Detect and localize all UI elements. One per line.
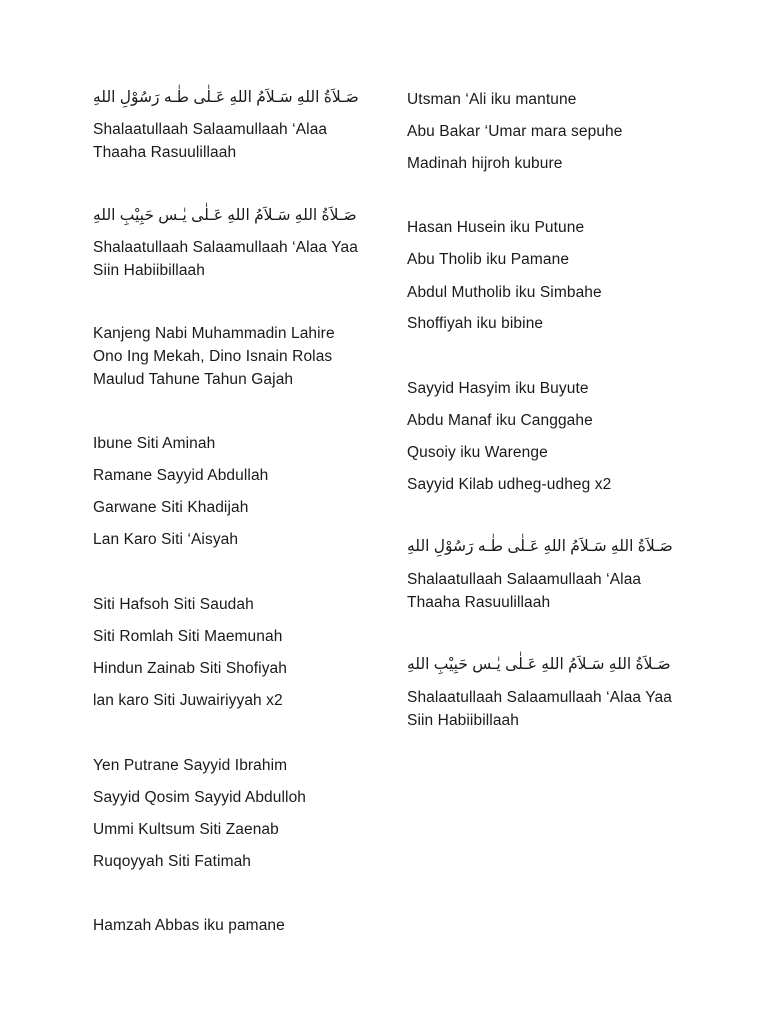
arabic-line: صَـلاَةُ اللهِ سَـلاَمُ اللهِ عَـلٰى يٰـس حَبِيْبِ اللهِ: [407, 656, 671, 673]
verse-line: Sayyid Hasyim iku Buyute: [407, 380, 589, 397]
verse-line: Hindun Zainab Siti Shofiyah: [93, 660, 287, 677]
transliteration-line: Siin Habiibillaah: [93, 262, 205, 279]
verse-line: Yen Putrane Sayyid Ibrahim: [93, 757, 288, 774]
arabic-line: صَـلاَةُ اللهِ سَـلاَمُ اللهِ عَـلٰى طٰـه رَسُوْلِ اللهِ: [407, 538, 673, 555]
verse-line: Qusoiy iku Warenge: [407, 444, 548, 461]
transliteration-line: Shalaatullaah Salaamullaah ‘Alaa Yaa: [407, 689, 672, 706]
verse-line: Hasan Husein iku Putune: [407, 219, 585, 236]
verse-line: Hamzah Abbas iku pamane: [93, 917, 285, 934]
verse-line: Shoffiyah iku bibine: [407, 315, 544, 332]
transliteration-line: Thaaha Rasuulillaah: [93, 144, 237, 161]
verse-line: Abu Bakar ‘Umar mara sepuhe: [407, 123, 623, 140]
verse-line: Maulud Tahune Tahun Gajah: [93, 371, 294, 388]
verse-line: Ummi Kultsum Siti Zaenab: [93, 821, 279, 838]
verse-line: Lan Karo Siti ‘Aisyah: [93, 531, 239, 548]
transliteration-line: Shalaatullaah Salaamullaah ‘Alaa Yaa: [93, 239, 358, 256]
verse-line: Kanjeng Nabi Muhammadin Lahire: [93, 325, 335, 342]
verse-line: Garwane Siti Khadijah: [93, 499, 249, 516]
verse-line: Ibune Siti Aminah: [93, 435, 216, 452]
verse-line: Ramane Sayyid Abdullah: [93, 467, 269, 484]
arabic-line: صَـلاَةُ اللهِ سَـلاَمُ اللهِ عَـلٰى طٰـه رَسُوْلِ اللهِ: [93, 89, 359, 106]
transliteration-line: Siin Habiibillaah: [407, 712, 519, 729]
verse-line: Siti Hafsoh Siti Saudah: [93, 596, 254, 613]
verse-line: Madinah hijroh kubure: [407, 155, 563, 172]
verse-line: Ono Ing Mekah, Dino Isnain Rolas: [93, 348, 333, 365]
verse-line: Ruqoyyah Siti Fatimah: [93, 853, 252, 870]
transliteration-line: Shalaatullaah Salaamullaah ‘Alaa: [407, 571, 642, 588]
verse-line: Sayyid Kilab udheg-udheg x2: [407, 476, 612, 493]
verse-line: Abdul Mutholib iku Simbahe: [407, 284, 602, 301]
verse-line: Siti Romlah Siti Maemunah: [93, 628, 283, 645]
verse-line: Sayyid Qosim Sayyid Abdulloh: [93, 789, 307, 806]
verse-line: lan karo Siti Juwairiyyah x2: [93, 692, 283, 709]
verse-line: Abdu Manaf iku Canggahe: [407, 412, 593, 429]
arabic-line: صَـلاَةُ اللهِ سَـلاَمُ اللهِ عَـلٰى يٰـس حَبِيْبِ اللهِ: [93, 207, 357, 224]
verse-line: Utsman ‘Ali iku mantune: [407, 91, 577, 108]
transliteration-line: Thaaha Rasuulillaah: [407, 594, 551, 611]
transliteration-line: Shalaatullaah Salaamullaah ‘Alaa: [93, 121, 328, 138]
verse-line: Abu Tholib iku Pamane: [407, 251, 570, 268]
